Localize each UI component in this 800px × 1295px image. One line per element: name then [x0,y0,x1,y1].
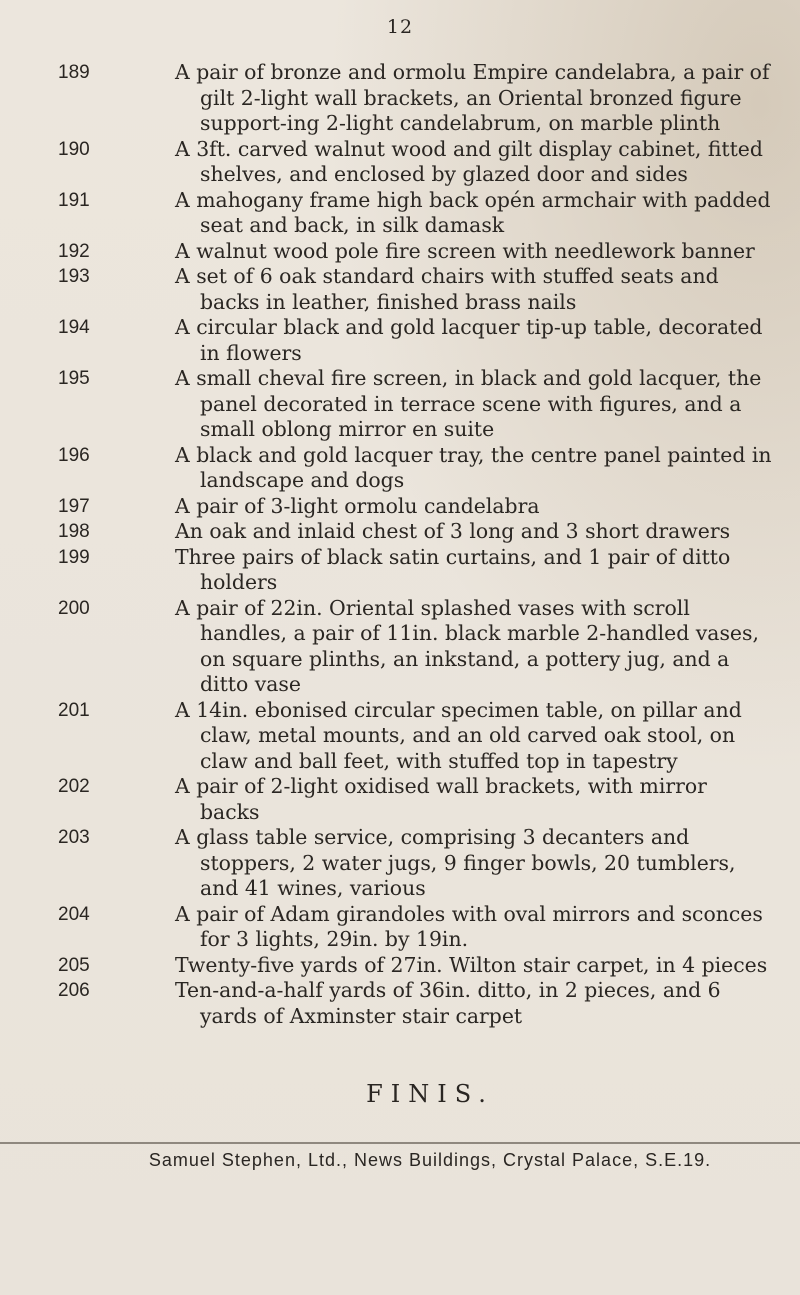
lot-entry [0,545,800,596]
lot-number: 192 [58,240,90,262]
lot-number: 201 [58,699,90,721]
finis-heading: FINIS. [366,1080,494,1108]
lot-number: 194 [58,317,90,338]
lot-number: 191 [58,189,90,211]
lot-description: A mahogany frame high back opén armchair with padded seat and back, in silk damask [175,187,771,237]
lot-description: An oak and inlaid chest of 3 long and 3 short drawers [175,519,731,543]
lot-description: A glass table service, comprising 3 decanters and stoppers, 2 water jugs, 9 finger bowls, 20 tumblers, and 41 wines, various [175,825,736,900]
lot-number: 198 [58,521,90,542]
lot-number: 190 [58,138,90,160]
lot-entry [0,519,800,545]
lot-entry [0,494,800,520]
lot-entry [0,443,800,494]
lot-entry [0,825,800,902]
lot-description: A pair of bronze and ormolu Empire candelabra, a pair of gilt 2-light wall brackets, an Oriental bronzed figure support-ing 2-light candelabrum, on marble plinth [175,60,770,135]
lot-entry [0,596,800,698]
lot-description: A 3ft. carved walnut wood and gilt display cabinet, fitted shelves, and enclosed by glazed door and sides [175,136,763,186]
lot-description: A pair of 22in. Oriental splashed vases with scroll handles, a pair of 11in. black marble 2-handled vases, on square plinths, an inkstand, a pottery jug, and a ditto vase [175,595,759,696]
page-number: 12 [386,16,414,38]
lot-number: 196 [58,444,90,466]
lot-description: A black and gold lacquer tray, the centre panel painted in landscape and dogs [175,442,772,492]
lot-entry [0,239,800,265]
lot-number: 203 [58,827,90,848]
lot-description: A pair of 3-light ormolu candelabra [175,493,540,518]
lot-entry [0,315,800,366]
lot-description: A walnut wood pole fire screen with needlework banner [175,238,755,263]
lot-entry [0,978,800,1029]
printer-imprint: Samuel Stephen, Ltd., News Buildings, Crystal Palace, S.E.19. [148,1150,712,1170]
lot-description: Three pairs of black satin curtains, and 1 pair of ditto holders [175,544,731,594]
lot-entry [0,188,800,239]
lot-description: A small cheval fire screen, in black and gold lacquer, the panel decorated in terrace scene with figures, and a small oblong mirror en suite [175,366,762,441]
lot-description: Twenty-five yards of 27in. Wilton stair carpet, in 4 pieces [175,952,768,977]
lot-number: 202 [58,776,90,797]
lot-list [0,60,800,1029]
lot-number: 193 [58,266,90,287]
lot-number: 189 [58,62,90,83]
lot-description: A 14in. ebonised circular specimen table, on pillar and claw, metal mounts, and an old carved oak stool, on claw and ball feet, with stuffed top in tapestry [175,697,742,773]
lot-entry [0,366,800,443]
lot-entry [0,264,800,315]
lot-entry [0,137,800,188]
lot-description: A pair of 2-light oxidised wall brackets, with mirror backs [175,774,707,824]
lot-entry [0,60,800,137]
lot-description: Ten-and-a-half yards of 36in. ditto, in 2 pieces, and 6 yards of Axminster stair carpet [175,978,721,1028]
lot-entry [0,774,800,825]
lot-number: 205 [58,954,90,976]
lot-entry [0,902,800,953]
lot-number: 197 [58,495,90,517]
lot-entry [0,698,800,775]
lot-number: 200 [58,597,90,619]
lot-number: 204 [58,903,90,925]
lot-number: 195 [58,368,90,389]
lot-number: 199 [58,546,90,568]
lot-number: 206 [58,980,90,1001]
lot-entry [0,953,800,979]
lot-description: A pair of Adam girandoles with oval mirrors and sconces for 3 lights, 29in. by 19in. [175,901,763,951]
lot-description: A set of 6 oak standard chairs with stuffed seats and backs in leather, finished brass nails [175,264,719,314]
footer-rule [0,1142,800,1144]
lot-description: A circular black and gold lacquer tip-up table, decorated in flowers [175,315,763,365]
